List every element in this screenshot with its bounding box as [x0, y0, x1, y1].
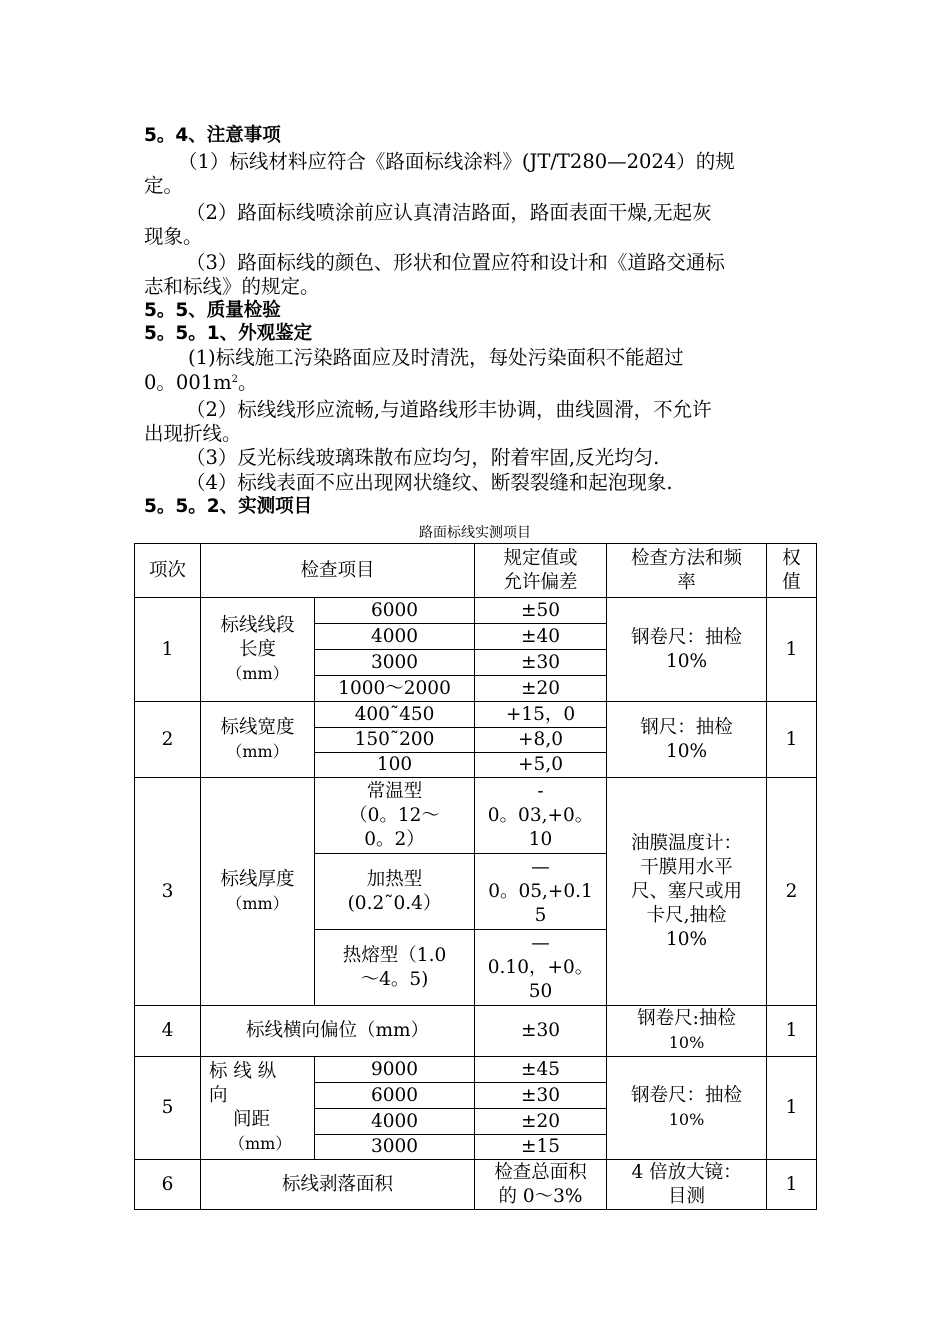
- table-caption: 路面标线实测项目: [419, 525, 531, 541]
- row5-tol: ±45: [475, 1057, 607, 1083]
- row3-weight: 2: [767, 778, 817, 1006]
- row5-sub: 4000: [315, 1109, 475, 1135]
- row5-tol: ±30: [475, 1083, 607, 1109]
- note-3-line-2: 志和标线》的规定。: [144, 275, 320, 298]
- row4-weight: 1: [767, 1006, 817, 1057]
- area-superscript: 2: [231, 374, 238, 385]
- note-3-line-1: （3）路面标线的颜色、形状和位置应符和设计和《道路交通标: [186, 251, 725, 274]
- row6-weight: 1: [767, 1160, 817, 1210]
- row2-tol: +8,0: [475, 728, 607, 753]
- measurement-table: [134, 543, 817, 1210]
- row1-sub: 1000～2000: [315, 676, 475, 702]
- row2-sub: 100: [315, 753, 475, 778]
- appearance-1-line-2: [144, 371, 258, 395]
- row3-method: 油膜温度计： 干膜用水平 尺、塞尺或用 卡尺,抽检 10%: [607, 778, 767, 1006]
- row6-method: 4 倍放大镜： 目测: [607, 1160, 767, 1210]
- table-header-row: [135, 544, 817, 598]
- row2-method: 钢尺：抽检 10%: [607, 702, 767, 778]
- row5-weight: 1: [767, 1057, 817, 1160]
- note-1-line-2: 定。: [144, 174, 184, 197]
- note-1-line-1: （1）标线材料应符合《路面标线涂料》(JT/T280—2024）的规: [178, 150, 735, 173]
- row2-no: 2: [135, 702, 201, 778]
- row2-tol: +5,0: [475, 753, 607, 778]
- appearance-2-line-2: 出现折线。: [144, 422, 242, 445]
- table-row: [135, 1057, 817, 1083]
- row6-no: 6: [135, 1160, 201, 1210]
- row5-sub: 6000: [315, 1083, 475, 1109]
- area-value: 0。001m: [144, 371, 232, 394]
- row2-item: 标线宽度 （mm）: [201, 702, 315, 778]
- area-period: 。: [238, 371, 258, 394]
- row2-tol: +15，0: [475, 702, 607, 728]
- row4-method: 钢卷尺:抽检 10%: [607, 1006, 767, 1057]
- row2-sub: 400˜450: [315, 702, 475, 728]
- row1-no: 1: [135, 598, 201, 702]
- appearance-1-line-1: (1)标线施工污染路面应及时清洗，每处污染面积不能超过: [188, 346, 684, 369]
- row4-item: 标线横向偏位（mm）: [201, 1006, 475, 1057]
- row1-method: 钢卷尺：抽检 10%: [607, 598, 767, 702]
- row3-sub-normal-temp: 常温型 （0。12～ 0。2）: [315, 778, 475, 854]
- row1-tol: ±50: [475, 598, 607, 624]
- header-item: 检查项目: [201, 544, 475, 598]
- row2-sub: 150˜200: [315, 728, 475, 753]
- row5-sub: 3000: [315, 1135, 475, 1160]
- row1-tol: ±30: [475, 650, 607, 676]
- row3-tol-hot-melt: — 0.10，+0。 50: [475, 930, 607, 1006]
- row1-tol: ±40: [475, 624, 607, 650]
- header-tolerance: 规定值或 允许偏差: [475, 544, 607, 598]
- row1-weight: 1: [767, 598, 817, 702]
- row3-item: 标线厚度 （mm）: [201, 778, 315, 1006]
- appearance-3: （3）反光标线玻璃珠散布应均匀，附着牢固,反光均匀.: [186, 446, 660, 469]
- table-row: [135, 1006, 817, 1057]
- row1-sub: 4000: [315, 624, 475, 650]
- row5-item: 标 线 纵 向 间距 （mm）: [201, 1057, 315, 1160]
- row5-method: 钢卷尺：抽检 10%: [607, 1057, 767, 1160]
- row1-item: 标线线段 长度 （mm）: [201, 598, 315, 702]
- section-5-4-heading: 5。4、注意事项: [144, 125, 281, 146]
- row6-item: 标线剥落面积: [201, 1160, 475, 1210]
- section-5-5-heading: 5。5、质量检验: [144, 300, 281, 321]
- appearance-4: （4）标线表面不应出现网状缝纹、断裂裂缝和起泡现象.: [186, 471, 673, 494]
- row4-no: 4: [135, 1006, 201, 1057]
- note-2-line-1: （2）路面标线喷涂前应认真清洁路面，路面表面干燥,无起灰: [186, 201, 712, 224]
- row1-sub: 6000: [315, 598, 475, 624]
- row3-tol-normal-temp: - 0。03,+0。 10: [475, 778, 607, 854]
- section-5-5-1-heading: 5。5。1、外观鉴定: [144, 323, 313, 344]
- row1-tol: ±20: [475, 676, 607, 702]
- table-row: [135, 778, 817, 854]
- row1-sub: 3000: [315, 650, 475, 676]
- header-no: 项次: [135, 544, 201, 598]
- header-method: 检查方法和频 率: [607, 544, 767, 598]
- row6-tol: 检查总面积 的 0～3%: [475, 1160, 607, 1210]
- section-5-5-2-heading: 5。5。2、实测项目: [144, 496, 313, 517]
- row3-no: 3: [135, 778, 201, 1006]
- row4-tol: ±30: [475, 1006, 607, 1057]
- note-2-line-2: 现象。: [144, 225, 203, 248]
- row3-tol-heated: — 0。05,+0.1 5: [475, 854, 607, 930]
- table-row: [135, 702, 817, 728]
- row5-tol: ±15: [475, 1135, 607, 1160]
- table-row: [135, 598, 817, 624]
- appearance-2-line-1: （2）标线线形应流畅,与道路线形丰协调，曲线圆滑，不允许: [186, 398, 712, 421]
- table-row: [135, 1160, 817, 1210]
- row3-sub-heated: 加热型 (0.2˜0.4）: [315, 854, 475, 930]
- row2-weight: 1: [767, 702, 817, 778]
- row5-tol: ±20: [475, 1109, 607, 1135]
- row5-sub: 9000: [315, 1057, 475, 1083]
- header-weight: 权 值: [767, 544, 817, 598]
- row3-sub-hot-melt: 热熔型（1.0 ～4。5): [315, 930, 475, 1006]
- row5-no: 5: [135, 1057, 201, 1160]
